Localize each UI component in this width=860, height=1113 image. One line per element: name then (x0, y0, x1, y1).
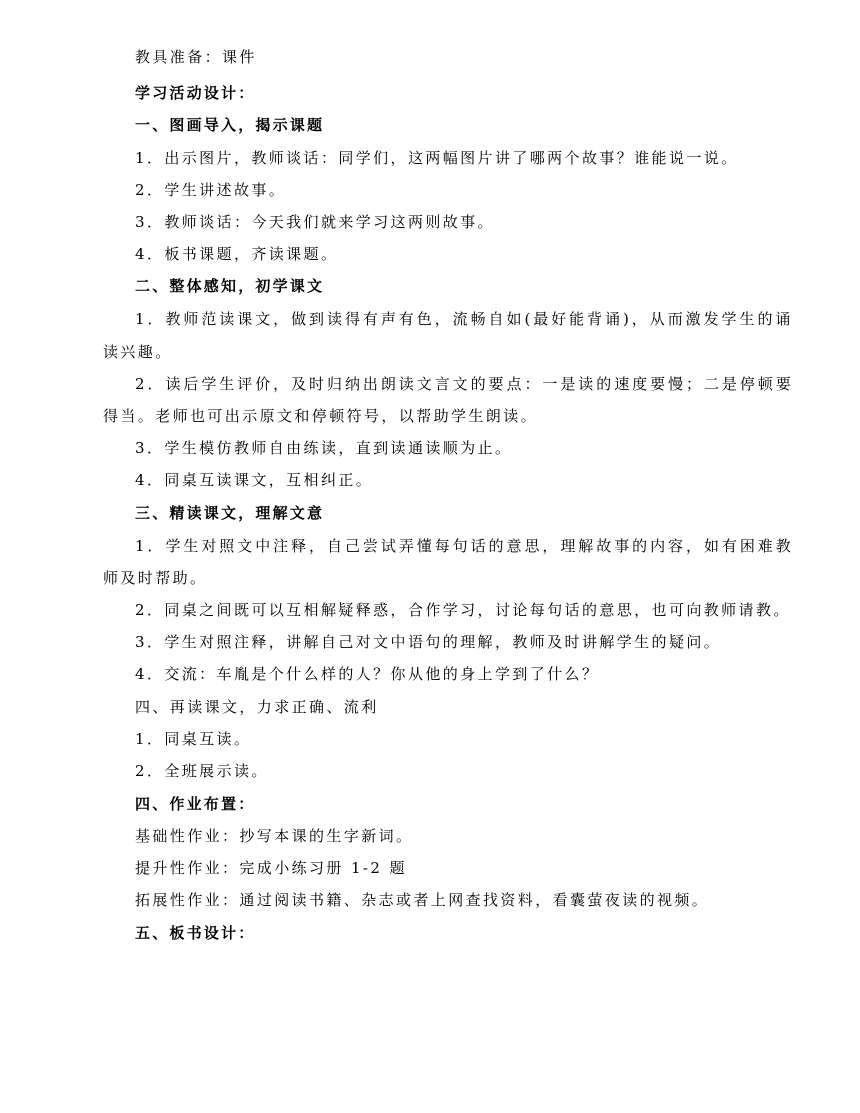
paragraph-continuation: 得当。老师也可出示原文和停顿符号，以帮助学生朗读。 (103, 407, 539, 425)
paragraph-line: 1．学生对照文中注释，自己尝试弄懂每句话的意思，理解故事的内容，如有困难教 (135, 537, 794, 555)
homework-basic: 基础性作业：抄写本课的生字新词。 (135, 827, 414, 845)
section-heading: 一、图画导入，揭示课题 (135, 116, 325, 134)
paragraph-line: 4．交流：车胤是个什么样的人？你从他的身上学到了什么？ (135, 665, 600, 683)
paragraph-line: 3．教师谈话：今天我们就来学习这两则故事。 (135, 213, 495, 231)
paragraph-line: 4．板书课题，齐读课题。 (135, 245, 339, 263)
section-heading: 四、作业布置： (135, 795, 256, 813)
section-heading: 学习活动设计： (135, 84, 256, 102)
section-heading: 三、精读课文，理解文意 (135, 504, 325, 522)
materials-line: 教具准备：课件 (135, 48, 257, 66)
paragraph-line: 3．学生模仿教师自由练读，直到读通读顺为止。 (135, 439, 513, 457)
paragraph-continuation: 师及时帮助。 (103, 569, 208, 587)
section-heading: 二、整体感知，初学课文 (135, 277, 325, 295)
section-heading-plain: 四、再读课文，力求正确、流利 (135, 698, 379, 716)
paragraph-line: 2．读后学生评价，及时归纳出朗读文言文的要点：一是读的速度要慢；二是停顿要 (135, 375, 794, 393)
paragraph-line: 1．出示图片，教师谈话：同学们，这两幅图片讲了哪两个故事？谁能说一说。 (135, 149, 739, 167)
section-heading: 五、板书设计： (135, 924, 256, 942)
paragraph-line: 2．学生讲述故事。 (135, 181, 287, 199)
paragraph-continuation: 读兴趣。 (103, 343, 173, 361)
paragraph-line: 2．全班展示读。 (135, 762, 269, 780)
paragraph-line: 3．学生对照注释，讲解自己对文中语句的理解，教师及时讲解学生的疑问。 (135, 633, 722, 651)
paragraph-line: 2．同桌之间既可以互相解疑释惑，合作学习，讨论每句话的意思，也可向教师请教。 (135, 601, 791, 619)
paragraph-line: 1．教师范读课文，做到读得有声有色，流畅自如(最好能背诵)，从而激发学生的诵 (135, 310, 794, 328)
paragraph-line: 4．同桌互读课文，互相纠正。 (135, 471, 374, 489)
homework-advanced: 提升性作业：完成小练习册 1-2 题 (135, 859, 407, 877)
paragraph-line: 1．同桌互读。 (135, 730, 252, 748)
homework-extended: 拓展性作业：通过阅读书籍、杂志或者上网查找资料，看囊萤夜读的视频。 (135, 891, 710, 909)
